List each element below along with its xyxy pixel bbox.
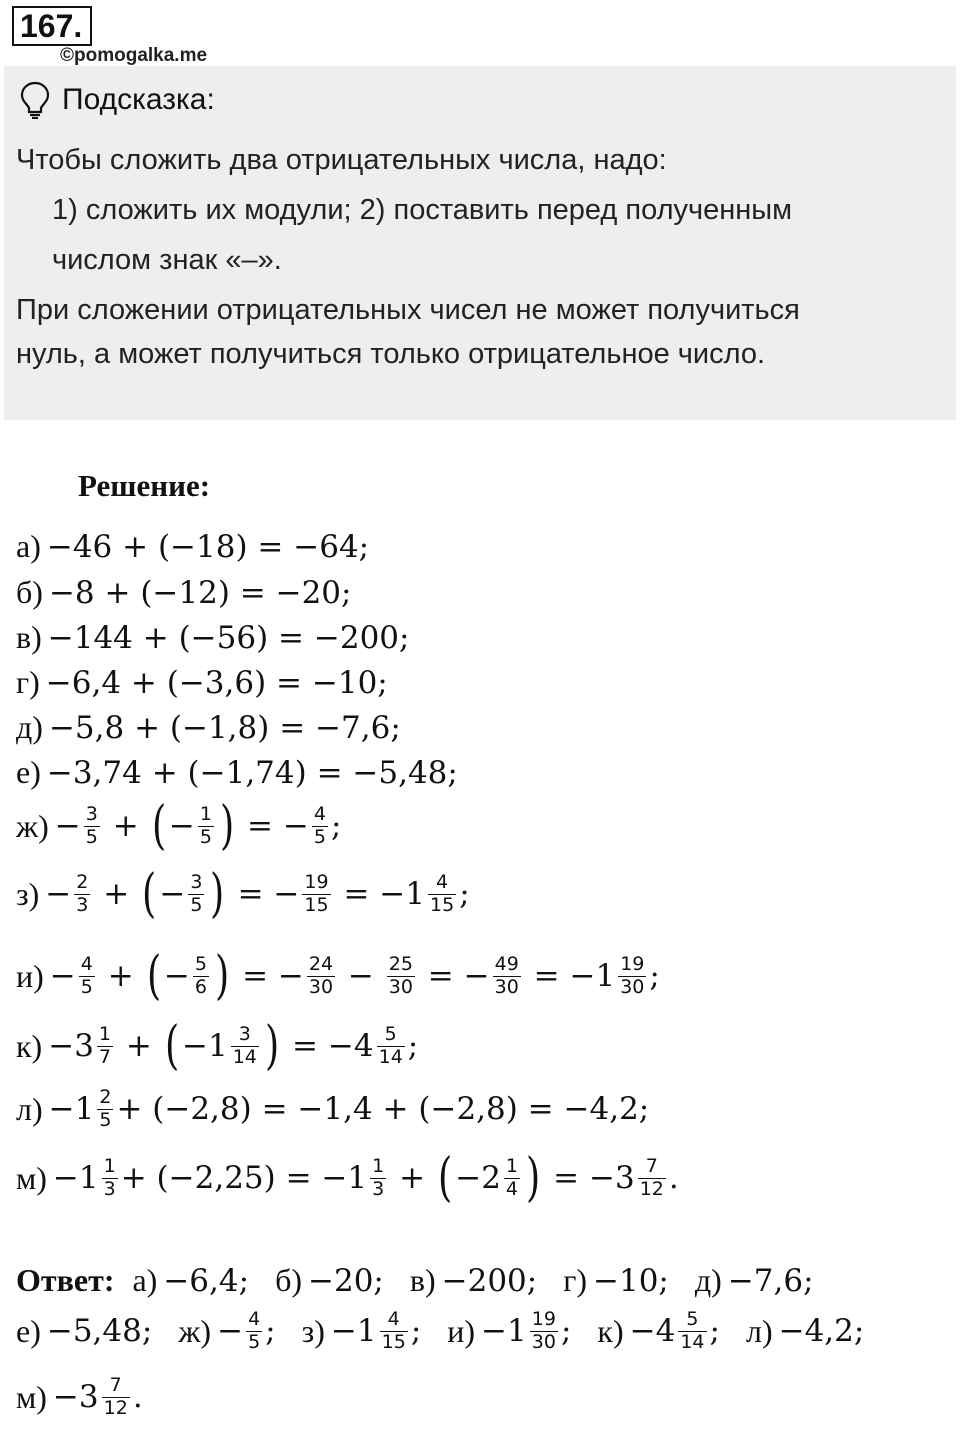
fraction: $\frac{19}{30}$ — [620, 952, 645, 998]
equation-i: и) − $\frac{4}{5}$ + ( − $\frac{5}{6}$ ) = − $\frac{24}{30}$ − $\frac{25}{30}$ = − $\frac{49}{30}$ = − 1 $\frac{19}{30}$ ; — [16, 946, 660, 1006]
fraction: $\frac{4}{5}$ — [248, 1308, 261, 1353]
equation-text: −6,4 + (−3,6) = −10; — [45, 664, 388, 701]
answer-line-1: Ответ: а) −6,4; б) −20; в) −200; г) −10; д) −7,6; — [16, 1262, 814, 1299]
hint-box — [4, 66, 956, 420]
fraction: $\frac{1}{4}$ — [505, 1154, 519, 1200]
item-label: в) — [16, 619, 42, 655]
fraction: $\frac{1}{3}$ — [103, 1154, 116, 1200]
problem-number: 167. — [12, 6, 92, 46]
equation-m: м) − 1 $\frac{1}{3}$ + (−2,25) = −1 $\frac{1}{3}$ + ( − 2 $\frac{1}{4}$ ) = − 3 $\frac{7}{12}$ . — [16, 1148, 679, 1208]
equation-zh: ж) − $\frac{3}{5}$ + ( − $\frac{1}{5}$ ) = − $\frac{4}{5}$ ; — [16, 796, 342, 856]
equation-l: л) − 1 $\frac{2}{5}$ + (−2,8) = −1,4 + (−2,8) = −4,2; — [16, 1086, 650, 1131]
item-label: з) — [16, 875, 40, 912]
hint-line: Чтобы сложить два отрицательных числа, надо: — [16, 144, 667, 176]
fraction: $\frac{3}{5}$ — [85, 802, 98, 848]
fraction: $\frac{4}{15}$ — [430, 870, 455, 916]
equation-text: −8 + (−12) = −20; — [48, 574, 352, 611]
fraction: $\frac{7}{12}$ — [103, 1374, 128, 1419]
fraction: $\frac{19}{30}$ — [531, 1308, 556, 1353]
item-label: б) — [16, 574, 43, 610]
hint-line: нуль, а может получиться только отрицательное число. — [16, 338, 766, 370]
equation-g — [16, 664, 388, 701]
fraction: $\frac{5}{14}$ — [680, 1308, 705, 1353]
item-label: е) — [16, 754, 41, 790]
fraction: $\frac{5}{6}$ — [194, 952, 207, 998]
equation-text: −144 + (−56) = −200; — [47, 619, 410, 656]
fraction: $\frac{7}{12}$ — [639, 1154, 664, 1200]
solution-title: Решение: — [78, 468, 211, 503]
equation-text: −5,8 + (−1,8) = −7,6; — [48, 709, 401, 746]
equation-v — [16, 619, 409, 656]
hint-header — [20, 80, 215, 120]
fraction: $\frac{4}{5}$ — [80, 952, 93, 998]
item-label: и) — [16, 957, 44, 994]
item-label: к) — [16, 1027, 43, 1064]
lightbulb-icon — [20, 81, 50, 119]
answer-label: Ответ: — [16, 1262, 115, 1298]
fraction: $\frac{4}{15}$ — [381, 1308, 406, 1353]
equation-e — [16, 754, 458, 791]
fraction: $\frac{25}{30}$ — [388, 952, 413, 998]
item-label: д) — [16, 709, 43, 745]
answer-line-3: м) − 3 $\frac{7}{12}$ . — [16, 1374, 143, 1419]
fraction: $\frac{3}{14}$ — [232, 1022, 257, 1068]
fraction: $\frac{24}{30}$ — [308, 952, 334, 998]
fraction: $\frac{1}{3}$ — [372, 1154, 385, 1200]
fraction: $\frac{49}{30}$ — [494, 952, 519, 998]
equation-text: −46 + (−18) = −64; — [46, 528, 370, 565]
fraction: $\frac{4}{5}$ — [313, 802, 326, 848]
fraction: $\frac{19}{15}$ — [304, 870, 329, 916]
fraction: $\frac{2}{5}$ — [99, 1086, 112, 1131]
equation-d — [16, 709, 401, 746]
item-label: ж) — [16, 807, 49, 844]
fraction: $\frac{2}{3}$ — [76, 870, 89, 916]
item-label: а) — [16, 528, 41, 564]
hint-line: числом знак «–». — [52, 244, 282, 276]
equation-a — [16, 528, 369, 565]
equation-b — [16, 574, 351, 611]
equation-z: з) − $\frac{2}{3}$ + ( − $\frac{3}{5}$ ) = − $\frac{19}{15}$ = − 1 $\frac{4}{15}$ ; — [16, 864, 470, 924]
item-label: г) — [16, 664, 40, 700]
hint-line: При сложении отрицательных чисел не может получиться — [16, 294, 800, 326]
item-label: л) — [16, 1090, 43, 1127]
equation-text: −3,74 + (−1,74) = −5,48; — [46, 754, 458, 791]
hint-title: Подсказка: — [62, 83, 215, 116]
watermark: ©pomogalka.me — [60, 45, 208, 66]
fraction: $\frac{1}{5}$ — [199, 802, 212, 848]
fraction: $\frac{1}{7}$ — [98, 1022, 112, 1068]
fraction: $\frac{5}{14}$ — [378, 1022, 403, 1068]
equation-k: к) − 3 $\frac{1}{7}$ + ( − 1 $\frac{3}{14}$ ) = − 4 $\frac{5}{14}$ ; — [16, 1016, 419, 1076]
item-label: м) — [16, 1159, 47, 1196]
fraction: $\frac{3}{5}$ — [190, 870, 203, 916]
answer-line-2: е) −5,48; ж) − $\frac{4}{5}$ ; з) − 1 $\frac{4}{15}$ ; и) − 1 $\frac{19}{30}$ ; к) − 4 $\frac{5}{14}$ ; л) −4,2; — [16, 1308, 865, 1353]
hint-line: 1) сложить их модули; 2) поставить перед полученным — [52, 194, 793, 226]
